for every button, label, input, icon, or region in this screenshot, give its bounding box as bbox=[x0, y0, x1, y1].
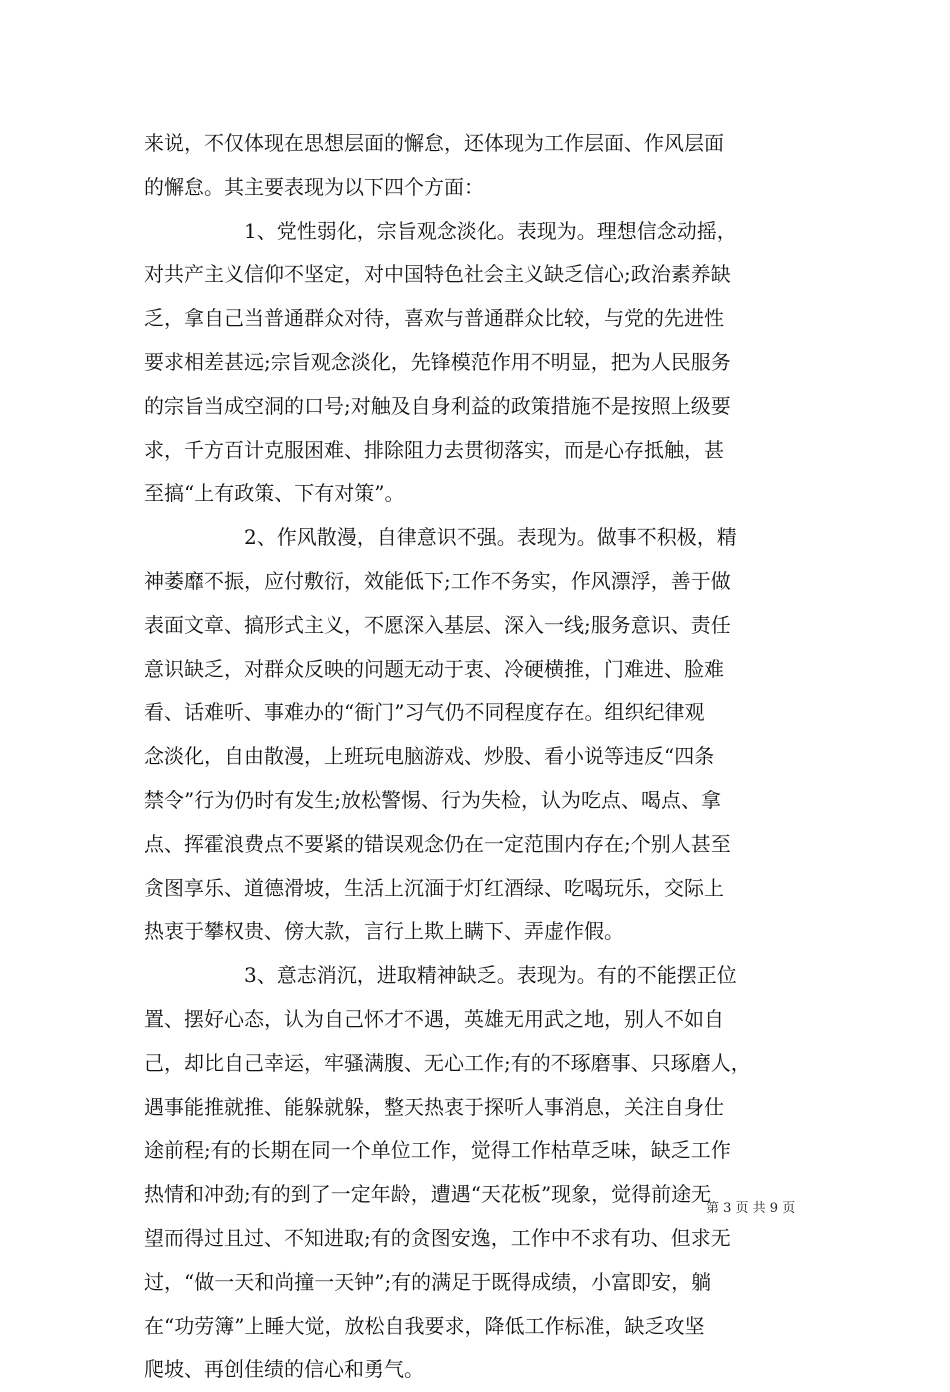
text-line: 意识缺乏，对群众反映的问题无动于衷、冷硬横推，门难进、脸难 bbox=[144, 656, 724, 681]
text-line: 遇事能推就推、能躲就躲，整天热衷于探听人事消息，关注自身仕 bbox=[144, 1094, 724, 1119]
text-line: 神萎靡不振，应付敷衍，效能低下;工作不务实，作风漂浮，善于做 bbox=[144, 568, 731, 593]
text-line: 禁令”行为仍时有发生;放松警惕、行为失检，认为吃点、喝点、拿 bbox=[144, 787, 721, 812]
page-number-footer: 第 3 页 共 9 页 bbox=[706, 1201, 796, 1216]
text-line: 表面文章、搞形式主义，不愿深入基层、深入一线;服务意识、责任 bbox=[144, 612, 731, 637]
text-line: 至搞“上有政策、下有对策”。 bbox=[144, 481, 405, 506]
text-line: 念淡化，自由散漫，上班玩电脑游戏、炒股、看小说等违反“四条 bbox=[144, 744, 715, 769]
text-line: 热情和冲劲;有的到了一定年龄，遭遇“天花板”现象，觉得前途无 bbox=[144, 1182, 712, 1207]
text-line: 爬坡、再创佳绩的信心和勇气。 bbox=[144, 1357, 424, 1382]
paragraph-1-start: 1、党性弱化，宗旨观念淡化。表现为。理想信念动摇， bbox=[244, 218, 737, 243]
text-line: 的宗旨当成空洞的口号;对触及自身利益的政策措施不是按照上级要 bbox=[144, 393, 731, 418]
text-line: 置、摆好心态，认为自己怀才不遇，英雄无用武之地，别人不如自 bbox=[144, 1006, 724, 1031]
text-line: 途前程;有的长期在同一个单位工作，觉得工作枯草乏味，缺乏工作 bbox=[144, 1138, 731, 1163]
text-line: 的懈怠。其主要表现为以下四个方面： bbox=[144, 174, 484, 199]
text-line: 点、挥霍浪费点不要紧的错误观念仍在一定范围内存在;个别人甚至 bbox=[144, 831, 731, 856]
paragraph-2-start: 2、作风散漫，自律意识不强。表现为。做事不积极，精 bbox=[244, 525, 737, 550]
paragraph-3-start: 3、意志消沉，进取精神缺乏。表现为。有的不能摆正位 bbox=[244, 963, 737, 988]
text-line: 贪图享乐、道德滑坡，生活上沉湎于灯红酒绿、吃喝玩乐，交际上 bbox=[144, 875, 724, 900]
text-line: 看、话难听、事难办的“衙门”习气仍不同程度存在。组织纪律观 bbox=[144, 700, 705, 725]
text-line: 热衷于攀权贵、傍大款，言行上欺上瞒下、弄虚作假。 bbox=[144, 919, 624, 944]
text-line: 己，却比自己幸运，牢骚满腹、无心工作;有的不琢磨事、只琢磨人， bbox=[144, 1050, 751, 1075]
text-line: 过，“做一天和尚撞一天钟”;有的满足于既得成绩，小富即安，躺 bbox=[144, 1269, 712, 1294]
text-line: 对共产主义信仰不坚定，对中国特色社会主义缺乏信心;政治素养缺 bbox=[144, 262, 731, 287]
text-line: 在“功劳簿”上睡大觉，放松自我要求，降低工作标准，缺乏攻坚 bbox=[144, 1313, 705, 1338]
text-line: 望而得过且过、不知进取;有的贪图安逸，工作中不求有功、但求无 bbox=[144, 1225, 731, 1250]
text-line: 乏，拿自己当普通群众对待，喜欢与普通群众比较，与党的先进性 bbox=[144, 306, 724, 331]
text-line: 求，千方百计克服困难、排除阻力去贯彻落实，而是心存抵触，甚 bbox=[144, 437, 724, 462]
text-line: 要求相差甚远;宗旨观念淡化，先锋模范作用不明显，把为人民服务 bbox=[144, 349, 731, 374]
text-line: 来说，不仅体现在思想层面的懈怠，还体现为工作层面、作风层面 bbox=[144, 131, 724, 155]
